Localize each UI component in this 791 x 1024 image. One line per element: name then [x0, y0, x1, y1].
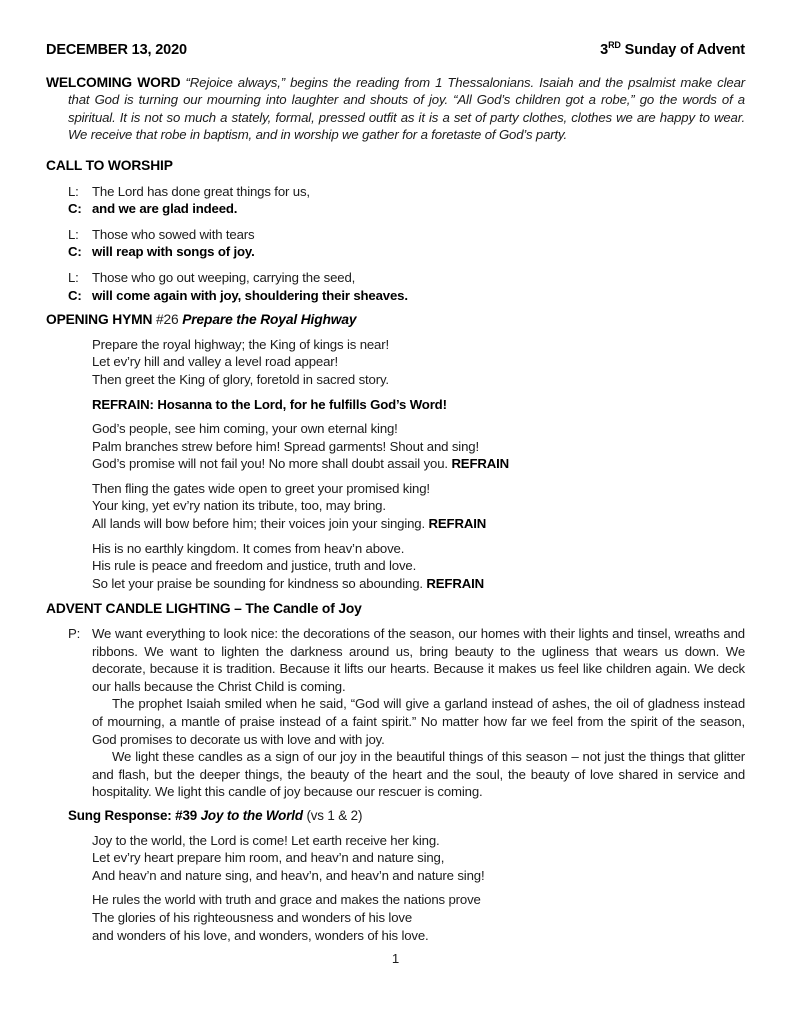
verse-line: Joy to the world, the Lord is come! Let earth receive her king.: [92, 832, 440, 848]
verse-line: His rule is peace and freedom and justice, truth and love.: [92, 558, 417, 574]
verse-line: Prepare the royal highway; the King of kings is near!: [92, 336, 389, 352]
call-to-worship-heading: CALL TO WORSHIP: [46, 157, 173, 173]
verse-line: Then greet the King of glory, foretold in sacred story.: [92, 371, 389, 387]
response-verse-1: [92, 832, 745, 885]
sung-response-label: Sung Response:: [68, 807, 172, 823]
bulletin-occasion: [600, 42, 745, 60]
leader-line: [68, 183, 745, 201]
opening-hymn-label: OPENING HYMN: [46, 312, 153, 328]
verse-line: Palm branches strew before him! Spread garments! Shout and sing!: [92, 438, 479, 454]
verse-line: He rules the world with truth and grace and makes the nations prove: [92, 892, 481, 908]
opening-hymn-heading: [46, 311, 745, 329]
congregation-line: [68, 200, 745, 218]
welcoming-word-heading: WELCOMING WORD: [46, 74, 181, 90]
occasion-number: 3: [600, 42, 609, 58]
hymn-number: #26: [155, 312, 179, 328]
verse-line: His is no earthly kingdom. It comes from heav’n above.: [92, 540, 405, 556]
bulletin-date: DECEMBER 13, 2020: [46, 42, 187, 58]
congregation-tag: C:: [68, 201, 82, 217]
hymn-verse-3: [92, 480, 745, 533]
hymn-title: Prepare the Royal Highway: [182, 312, 357, 328]
verse-line: and wonders of his love, and wonders, wonders of his love.: [92, 927, 429, 943]
reading-paragraph: We want everything to look nice: the decorations of the season, our homes with their lights and tinsel, wreaths and ribbons. We want to lighten the darkness around us, bring beauty to the ugliness that wears us down. We decorate, because it is tradition. Because it lifts our hearts. Because it makes us feel like children again. We deck our halls because the Christ Child is coming.: [92, 626, 745, 694]
versicle-group: [68, 269, 745, 304]
hymn-refrain: REFRAIN: Hosanna to the Lord, for he fulfills God’s Word!: [92, 396, 447, 412]
verse-line: Let ev’ry heart prepare him room, and heav’n and nature sing,: [92, 850, 445, 866]
verse-line: The glories of his righteousness and wonders of his love: [92, 909, 413, 925]
pastor-text: [92, 625, 745, 801]
leader-tag: L:: [68, 269, 79, 285]
congregation-text: will reap with songs of joy.: [92, 244, 255, 260]
occasion-text: Sunday of Advent: [624, 42, 745, 58]
leader-tag: L:: [68, 183, 79, 199]
reading-paragraph: We light these candles as a sign of our joy in the beautiful things of this season – not just the things that glitter and flash, but the deeper things, the beauty of the heart and the soul, the beauty of love shared in service and hospitality. We light this candle of joy because our rescuer is coming.: [92, 749, 745, 800]
congregation-line: [68, 287, 745, 305]
sung-response-title: Joy to the World: [200, 807, 303, 823]
pastor-reading: [68, 625, 745, 801]
page-number: 1: [391, 951, 400, 967]
welcoming-word-section: [46, 74, 745, 144]
congregation-text: and we are glad indeed.: [92, 201, 238, 217]
congregation-line: [68, 243, 745, 261]
advent-candle-heading: ADVENT CANDLE LIGHTING – The Candle of Joy: [46, 601, 362, 617]
refrain-tag: REFRAIN: [451, 456, 509, 472]
refrain-tag: REFRAIN: [428, 516, 487, 532]
hymn-verse-1: [92, 336, 745, 389]
verse-line: So let your praise be sounding for kindness so abounding. REFRAIN: [92, 575, 484, 591]
leader-line: [68, 269, 745, 287]
verse-line: God’s people, see him coming, your own eternal king!: [92, 421, 398, 437]
verse-line: Then fling the gates wide open to greet your promised king!: [92, 480, 430, 496]
verse-line: And heav’n and nature sing, and heav’n, and heav’n and nature sing!: [92, 867, 485, 883]
leader-text: The Lord has done great things for us,: [92, 183, 310, 199]
hymn-verse-4: [92, 540, 745, 593]
sung-response-note: (vs 1 & 2): [306, 807, 363, 823]
leader-line: [68, 226, 745, 244]
congregation-tag: C:: [68, 244, 82, 260]
leader-text: Those who go out weeping, carrying the seed,: [92, 269, 356, 285]
verse-line: God’s promise will not fail you! No more shall doubt assail you. REFRAIN: [92, 456, 509, 472]
sung-response-heading: [68, 807, 745, 825]
congregation-tag: C:: [68, 287, 82, 303]
versicle-group: [68, 226, 745, 261]
leader-text: Those who sowed with tears: [92, 226, 255, 242]
sung-response-number: #39: [175, 807, 198, 823]
congregation-text: will come again with joy, shouldering their sheaves.: [92, 287, 408, 303]
welcoming-word-text: “Rejoice always,” begins the reading from 1 Thessalonians. Isaiah and the psalmist make clear that God is turning our mourning into laughter and shouts of joy. “All God’s children got a robe,” go the words of a spiritual. It is not so much a stately, formal, pressed outfit as it is a set of party clothes, clothes we are happy to wear. We receive that robe in baptism, and in worship we gather for a foretaste of God’s party.: [68, 74, 746, 143]
reading-paragraph: The prophet Isaiah smiled when he said, “God will give a garland instead of ashes, the oil of gladness instead of mourning, a mantle of praise instead of a faint spirit.” No matter how far we feel from the spirit of the season, God promises to decorate us with love and with joy.: [92, 696, 745, 747]
versicle-group: [68, 183, 745, 218]
refrain-tag: REFRAIN: [426, 575, 484, 591]
masthead: [46, 42, 745, 60]
verse-line: All lands will bow before him; their voices join your singing. REFRAIN: [92, 516, 487, 532]
occasion-ordinal: RD: [608, 40, 621, 51]
verse-line: Let ev’ry hill and valley a level road appear!: [92, 354, 339, 370]
response-verse-2: [92, 891, 745, 944]
hymn-verse-2: [92, 420, 745, 473]
verse-line: Your king, yet ev’ry nation its tribute, too, may bring.: [92, 498, 386, 514]
leader-tag: L:: [68, 226, 79, 242]
pastor-tag: P:: [68, 626, 81, 642]
